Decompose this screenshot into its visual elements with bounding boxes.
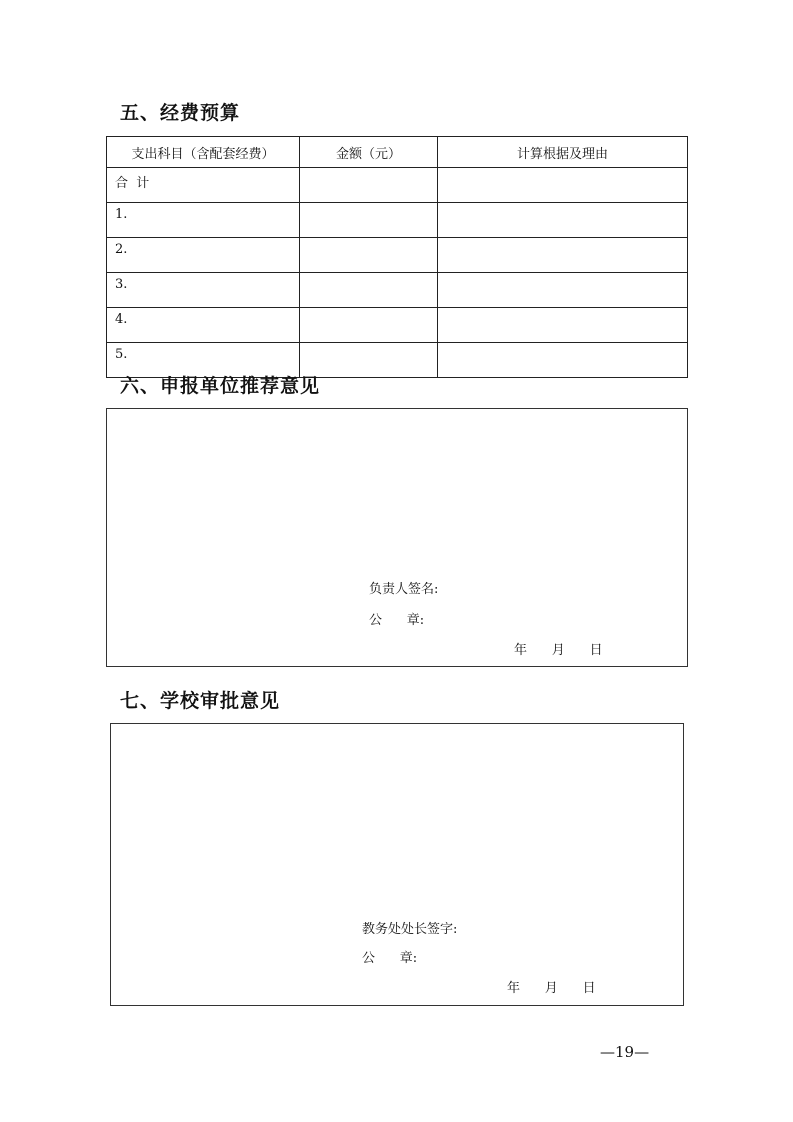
row-label: 5. (107, 343, 300, 378)
header-amount: 金额（元） (300, 137, 438, 168)
table-row (107, 203, 688, 238)
seal-label: 公 章: (369, 613, 425, 628)
amount-cell[interactable] (300, 308, 438, 343)
row-label: 3. (107, 273, 300, 308)
section-6-heading: 六、申报单位推荐意见 (120, 375, 321, 397)
budget-table (106, 136, 688, 378)
row-label: 1. (107, 203, 300, 238)
amount-cell[interactable] (300, 273, 438, 308)
amount-cell[interactable] (300, 203, 438, 238)
basis-cell[interactable] (438, 308, 688, 343)
recommendation-box[interactable] (106, 408, 688, 667)
amount-cell[interactable] (300, 343, 438, 378)
seal-label: 公 章: (362, 951, 418, 966)
row-label: 4. (107, 308, 300, 343)
amount-cell[interactable] (300, 168, 438, 203)
row-label: 2. (107, 238, 300, 273)
date-label: 年 月 日 (514, 643, 603, 658)
header-basis: 计算根据及理由 (438, 137, 688, 168)
signer-label: 教务处处长签字: (362, 922, 458, 937)
basis-cell[interactable] (438, 168, 688, 203)
row-label-total: 合 计 (107, 168, 300, 203)
header-expense-item: 支出科目（含配套经费） (107, 137, 300, 168)
section-5-heading: 五、经费预算 (120, 102, 241, 124)
basis-cell[interactable] (438, 238, 688, 273)
section-7-heading: 七、学校审批意见 (120, 690, 281, 712)
table-row (107, 238, 688, 273)
date-label: 年 月 日 (507, 981, 596, 996)
table-row (107, 273, 688, 308)
basis-cell[interactable] (438, 273, 688, 308)
table-header-row (107, 137, 688, 168)
table-row (107, 168, 688, 203)
approval-box[interactable] (110, 723, 684, 1006)
amount-cell[interactable] (300, 238, 438, 273)
basis-cell[interactable] (438, 343, 688, 378)
page-number: —19— (600, 1043, 650, 1061)
basis-cell[interactable] (438, 203, 688, 238)
signer-label: 负责人签名: (369, 582, 439, 597)
table-row (107, 308, 688, 343)
